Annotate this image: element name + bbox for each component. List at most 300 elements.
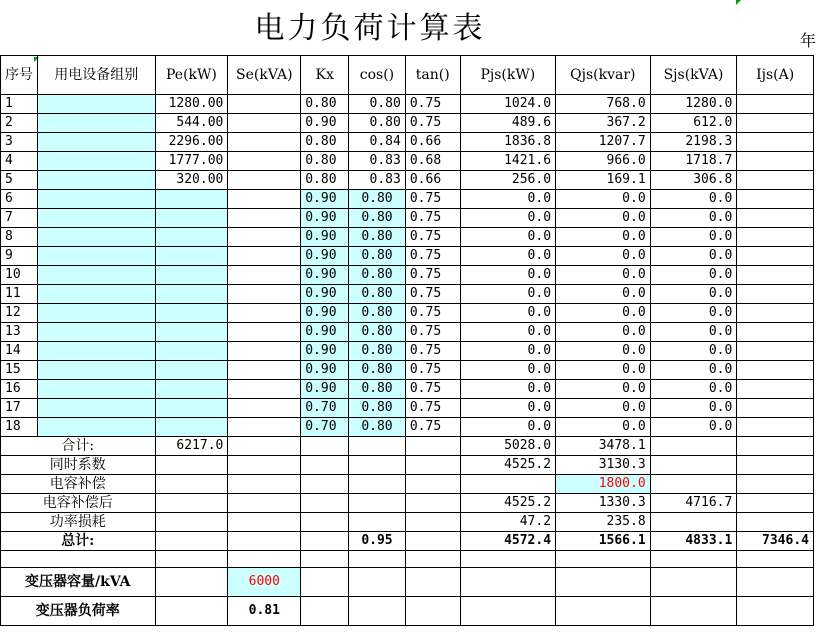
- transformer-capacity-label[interactable]: 变压器容量/kVA: [1, 568, 156, 597]
- cell[interactable]: [405, 551, 460, 568]
- cell-group[interactable]: [38, 399, 156, 418]
- cell-kx[interactable]: 0.90: [301, 114, 349, 133]
- cell-se[interactable]: [228, 152, 301, 171]
- cell-sjs[interactable]: 0.0: [650, 304, 737, 323]
- cell-qjs[interactable]: 0.0: [556, 399, 651, 418]
- cell[interactable]: [405, 456, 460, 475]
- col-header-cos[interactable]: cos(): [349, 56, 406, 95]
- cell[interactable]: [349, 568, 406, 597]
- cell-index[interactable]: 14: [1, 342, 38, 361]
- cell-pjs[interactable]: 0.0: [460, 247, 555, 266]
- cell-index[interactable]: 11: [1, 285, 38, 304]
- cell-index[interactable]: 13: [1, 323, 38, 342]
- cell-sjs[interactable]: 1280.0: [650, 95, 737, 114]
- cell[interactable]: [349, 597, 406, 626]
- cell-kx[interactable]: 0.90: [301, 323, 349, 342]
- cell-se[interactable]: [228, 171, 301, 190]
- cell-index[interactable]: 17: [1, 399, 38, 418]
- cell-qjs[interactable]: 966.0: [556, 152, 651, 171]
- cell[interactable]: [650, 513, 737, 532]
- cell-qjs[interactable]: 367.2: [556, 114, 651, 133]
- cell-index[interactable]: 6: [1, 190, 38, 209]
- capacitor-label[interactable]: 电容补偿: [1, 475, 156, 494]
- cell-cos[interactable]: 0.80: [349, 304, 406, 323]
- col-header-kx[interactable]: Kx: [301, 56, 349, 95]
- cell-sjs[interactable]: 612.0: [650, 114, 737, 133]
- cell-group[interactable]: [38, 209, 156, 228]
- cell-pjs[interactable]: 0.0: [460, 323, 555, 342]
- cell[interactable]: [737, 456, 814, 475]
- cell[interactable]: [405, 568, 460, 597]
- cell-pe[interactable]: [155, 228, 228, 247]
- cell[interactable]: [301, 513, 349, 532]
- transformer-load-rate-value[interactable]: 0.81: [228, 597, 301, 626]
- total-pjs[interactable]: 5028.0: [460, 437, 555, 456]
- cell-sjs[interactable]: 0.0: [650, 190, 737, 209]
- cell-ijs[interactable]: [737, 114, 814, 133]
- cell-pe[interactable]: [155, 380, 228, 399]
- cell[interactable]: [460, 597, 555, 626]
- cell-se[interactable]: [228, 285, 301, 304]
- cell-qjs[interactable]: 0.0: [556, 209, 651, 228]
- col-header-se[interactable]: Se(kVA): [228, 56, 301, 95]
- cell-group[interactable]: [38, 152, 156, 171]
- cell-cos[interactable]: 0.80: [349, 342, 406, 361]
- cell[interactable]: [155, 568, 228, 597]
- cell-cos[interactable]: 0.83: [349, 171, 406, 190]
- cell[interactable]: [228, 532, 301, 551]
- cell-group[interactable]: [38, 285, 156, 304]
- grand-total-cos[interactable]: 0.95: [349, 532, 406, 551]
- cell-qjs[interactable]: 0.0: [556, 323, 651, 342]
- transformer-capacity-value[interactable]: 6000: [228, 568, 301, 597]
- after-compensation-qjs[interactable]: 1330.3: [556, 494, 651, 513]
- cell-ijs[interactable]: [737, 209, 814, 228]
- cell[interactable]: [737, 494, 814, 513]
- cell-kx[interactable]: 0.90: [301, 209, 349, 228]
- cell-tan[interactable]: 0.75: [405, 418, 460, 437]
- cell-pe[interactable]: 320.00: [155, 171, 228, 190]
- cell-kx[interactable]: 0.70: [301, 399, 349, 418]
- cell-pe[interactable]: [155, 266, 228, 285]
- cell[interactable]: [155, 532, 228, 551]
- cell[interactable]: [650, 475, 737, 494]
- cell-cos[interactable]: 0.80: [349, 95, 406, 114]
- cell-tan[interactable]: 0.66: [405, 171, 460, 190]
- cell-index[interactable]: 3: [1, 133, 38, 152]
- cell[interactable]: [737, 597, 814, 626]
- cell-sjs[interactable]: 0.0: [650, 228, 737, 247]
- cell-pe[interactable]: [155, 342, 228, 361]
- cell-tan[interactable]: 0.75: [405, 361, 460, 380]
- cell-pjs[interactable]: 0.0: [460, 399, 555, 418]
- cell-kx[interactable]: 0.90: [301, 228, 349, 247]
- cell-pe[interactable]: [155, 247, 228, 266]
- cell-ijs[interactable]: [737, 266, 814, 285]
- cell-tan[interactable]: 0.75: [405, 323, 460, 342]
- cell-qjs[interactable]: 0.0: [556, 342, 651, 361]
- cell-index[interactable]: 12: [1, 304, 38, 323]
- cell[interactable]: [228, 475, 301, 494]
- cell[interactable]: [301, 568, 349, 597]
- cell-tan[interactable]: 0.75: [405, 209, 460, 228]
- cell-kx[interactable]: 0.90: [301, 247, 349, 266]
- cell-cos[interactable]: 0.80: [349, 114, 406, 133]
- cell-index[interactable]: 7: [1, 209, 38, 228]
- cell-group[interactable]: [38, 418, 156, 437]
- cell-sjs[interactable]: 0.0: [650, 342, 737, 361]
- cell-pe[interactable]: 544.00: [155, 114, 228, 133]
- cell-pe[interactable]: 1777.00: [155, 152, 228, 171]
- cell-group[interactable]: [38, 304, 156, 323]
- cell-sjs[interactable]: 0.0: [650, 247, 737, 266]
- cell-ijs[interactable]: [737, 361, 814, 380]
- cell-tan[interactable]: 0.68: [405, 152, 460, 171]
- cell-pe[interactable]: [155, 399, 228, 418]
- col-header-ijs[interactable]: Ijs(A): [737, 56, 814, 95]
- cell[interactable]: [405, 475, 460, 494]
- cell-tan[interactable]: 0.75: [405, 266, 460, 285]
- cell[interactable]: [155, 513, 228, 532]
- after-compensation-sjs[interactable]: 4716.7: [650, 494, 737, 513]
- cell-qjs[interactable]: 0.0: [556, 418, 651, 437]
- cell-group[interactable]: [38, 323, 156, 342]
- cell-cos[interactable]: 0.80: [349, 247, 406, 266]
- cell-ijs[interactable]: [737, 285, 814, 304]
- cell-sjs[interactable]: 0.0: [650, 266, 737, 285]
- cell-cos[interactable]: 0.80: [349, 361, 406, 380]
- cell[interactable]: [405, 437, 460, 456]
- cell[interactable]: [737, 437, 814, 456]
- cell-pe[interactable]: [155, 361, 228, 380]
- cell-group[interactable]: [38, 247, 156, 266]
- cell-pjs[interactable]: 256.0: [460, 171, 555, 190]
- cell[interactable]: [349, 551, 406, 568]
- col-header-pjs[interactable]: Pjs(kW): [460, 56, 555, 95]
- cell-pe[interactable]: [155, 304, 228, 323]
- cell[interactable]: [228, 551, 301, 568]
- cell-cos[interactable]: 0.80: [349, 228, 406, 247]
- cell-pe[interactable]: [155, 190, 228, 209]
- cell[interactable]: [155, 551, 228, 568]
- cell-index[interactable]: 10: [1, 266, 38, 285]
- cell-cos[interactable]: 0.80: [349, 190, 406, 209]
- cell-kx[interactable]: 0.90: [301, 342, 349, 361]
- cell-qjs[interactable]: 0.0: [556, 361, 651, 380]
- cell-qjs[interactable]: 0.0: [556, 285, 651, 304]
- cell-tan[interactable]: 0.75: [405, 285, 460, 304]
- cell-qjs[interactable]: 0.0: [556, 247, 651, 266]
- cell-sjs[interactable]: 1718.7: [650, 152, 737, 171]
- cell[interactable]: [405, 532, 460, 551]
- cell-ijs[interactable]: [737, 95, 814, 114]
- cell-index[interactable]: 1: [1, 95, 38, 114]
- table-row: [1, 95, 814, 114]
- cell[interactable]: [737, 513, 814, 532]
- cell-ijs[interactable]: [737, 342, 814, 361]
- cell[interactable]: [737, 475, 814, 494]
- cell-pe[interactable]: [155, 323, 228, 342]
- cell-group[interactable]: [38, 133, 156, 152]
- cell[interactable]: [155, 475, 228, 494]
- cell-sjs[interactable]: 0.0: [650, 418, 737, 437]
- cell-pjs[interactable]: 1024.0: [460, 95, 555, 114]
- cell-pe[interactable]: [155, 285, 228, 304]
- cell-group[interactable]: [38, 171, 156, 190]
- cell-se[interactable]: [228, 361, 301, 380]
- cell-pjs[interactable]: 0.0: [460, 342, 555, 361]
- cell-cos[interactable]: 0.83: [349, 152, 406, 171]
- cell-se[interactable]: [228, 342, 301, 361]
- cell-qjs[interactable]: 0.0: [556, 304, 651, 323]
- cell[interactable]: [650, 456, 737, 475]
- cell-kx[interactable]: 0.90: [301, 266, 349, 285]
- cell[interactable]: [405, 597, 460, 626]
- power-loss-label[interactable]: 功率损耗: [1, 513, 156, 532]
- cell-kx[interactable]: 0.80: [301, 133, 349, 152]
- cell-ijs[interactable]: [737, 247, 814, 266]
- cell-group[interactable]: [38, 380, 156, 399]
- cell[interactable]: [301, 494, 349, 513]
- power-loss-pjs[interactable]: 47.2: [460, 513, 555, 532]
- cell-tan[interactable]: 0.75: [405, 228, 460, 247]
- cell[interactable]: [349, 494, 406, 513]
- cell-kx[interactable]: 0.90: [301, 361, 349, 380]
- cell-pjs[interactable]: 0.0: [460, 190, 555, 209]
- cell[interactable]: [556, 551, 651, 568]
- cell-pjs[interactable]: 0.0: [460, 418, 555, 437]
- cell[interactable]: [228, 513, 301, 532]
- cell[interactable]: [349, 475, 406, 494]
- cell-ijs[interactable]: [737, 380, 814, 399]
- cell-ijs[interactable]: [737, 399, 814, 418]
- cell-ijs[interactable]: [737, 190, 814, 209]
- col-header-sjs[interactable]: Sjs(kVA): [650, 56, 737, 95]
- cell-se[interactable]: [228, 323, 301, 342]
- cell-ijs[interactable]: [737, 418, 814, 437]
- cell-ijs[interactable]: [737, 228, 814, 247]
- cell[interactable]: [1, 551, 156, 568]
- cell-cos[interactable]: 0.80: [349, 266, 406, 285]
- cell-sjs[interactable]: 0.0: [650, 361, 737, 380]
- col-header-group[interactable]: 用电设备组别: [38, 56, 156, 95]
- cell-index[interactable]: 18: [1, 418, 38, 437]
- cell[interactable]: [405, 513, 460, 532]
- cell-index[interactable]: 8: [1, 228, 38, 247]
- cell-ijs[interactable]: [737, 323, 814, 342]
- simultaneity-label[interactable]: 同时系数: [1, 456, 156, 475]
- cell[interactable]: [349, 456, 406, 475]
- simultaneity-pjs[interactable]: 4525.2: [460, 456, 555, 475]
- cell-tan[interactable]: 0.75: [405, 342, 460, 361]
- cell[interactable]: [301, 532, 349, 551]
- cell-sjs[interactable]: 0.0: [650, 285, 737, 304]
- cell[interactable]: [405, 494, 460, 513]
- cell[interactable]: [650, 568, 737, 597]
- cell-pjs[interactable]: 0.0: [460, 209, 555, 228]
- cell-qjs[interactable]: 1207.7: [556, 133, 651, 152]
- cell-index[interactable]: 5: [1, 171, 38, 190]
- col-header-pe[interactable]: Pe(kW): [155, 56, 228, 95]
- cell-group[interactable]: [38, 361, 156, 380]
- cell-pjs[interactable]: 489.6: [460, 114, 555, 133]
- cell-tan[interactable]: 0.66: [405, 133, 460, 152]
- cell-kx[interactable]: 0.80: [301, 152, 349, 171]
- cell-pjs[interactable]: 0.0: [460, 380, 555, 399]
- cell-kx[interactable]: 0.80: [301, 95, 349, 114]
- cell-sjs[interactable]: 0.0: [650, 380, 737, 399]
- cell[interactable]: [349, 513, 406, 532]
- cell-tan[interactable]: 0.75: [405, 190, 460, 209]
- cell-pe[interactable]: [155, 209, 228, 228]
- cell-pe[interactable]: [155, 418, 228, 437]
- cell[interactable]: [556, 597, 651, 626]
- cell[interactable]: [301, 475, 349, 494]
- cell-se[interactable]: [228, 247, 301, 266]
- cell-se[interactable]: [228, 228, 301, 247]
- cell-index[interactable]: 15: [1, 361, 38, 380]
- power-loss-qjs[interactable]: 235.8: [556, 513, 651, 532]
- after-compensation-pjs[interactable]: 4525.2: [460, 494, 555, 513]
- cell-tan[interactable]: 0.75: [405, 380, 460, 399]
- cell-group[interactable]: [38, 95, 156, 114]
- cell-kx[interactable]: 0.90: [301, 285, 349, 304]
- cell-se[interactable]: [228, 133, 301, 152]
- cell-cos[interactable]: 0.80: [349, 323, 406, 342]
- cell-se[interactable]: [228, 304, 301, 323]
- cell[interactable]: [301, 437, 349, 456]
- cell-se[interactable]: [228, 418, 301, 437]
- cell-sjs[interactable]: 2198.3: [650, 133, 737, 152]
- cell[interactable]: [737, 568, 814, 597]
- cell-pjs[interactable]: 1421.6: [460, 152, 555, 171]
- cell-se[interactable]: [228, 209, 301, 228]
- cell-cos[interactable]: 0.84: [349, 133, 406, 152]
- cell-sjs[interactable]: 0.0: [650, 399, 737, 418]
- cell-group[interactable]: [38, 114, 156, 133]
- grand-total-ijs[interactable]: 7346.4: [737, 532, 814, 551]
- cell-se[interactable]: [228, 114, 301, 133]
- cell-qjs[interactable]: 0.0: [556, 228, 651, 247]
- simultaneity-qjs[interactable]: 3130.3: [556, 456, 651, 475]
- cell-qjs[interactable]: 768.0: [556, 95, 651, 114]
- cell-pe[interactable]: 1280.00: [155, 95, 228, 114]
- cell-se[interactable]: [228, 266, 301, 285]
- col-header-tan[interactable]: tan(): [405, 56, 460, 95]
- cell-pjs[interactable]: 0.0: [460, 228, 555, 247]
- cell[interactable]: [301, 456, 349, 475]
- transformer-load-rate-label[interactable]: 变压器负荷率: [1, 597, 156, 626]
- cell-tan[interactable]: 0.75: [405, 304, 460, 323]
- cell-cos[interactable]: 0.80: [349, 399, 406, 418]
- cell-cos[interactable]: 0.80: [349, 418, 406, 437]
- cell-ijs[interactable]: [737, 133, 814, 152]
- cell-ijs[interactable]: [737, 304, 814, 323]
- cell-kx[interactable]: 0.90: [301, 304, 349, 323]
- cell[interactable]: [301, 597, 349, 626]
- cell-pe[interactable]: 2296.00: [155, 133, 228, 152]
- total-pe[interactable]: 6217.0: [155, 437, 228, 456]
- cell-kx[interactable]: 0.90: [301, 380, 349, 399]
- cell-pjs[interactable]: 0.0: [460, 266, 555, 285]
- cell-pjs[interactable]: 1836.8: [460, 133, 555, 152]
- cell[interactable]: [155, 456, 228, 475]
- cell-pjs[interactable]: 0.0: [460, 361, 555, 380]
- cell-pjs[interactable]: 0.0: [460, 285, 555, 304]
- cell-index[interactable]: 16: [1, 380, 38, 399]
- cell[interactable]: [460, 475, 555, 494]
- total-label[interactable]: 合计:: [1, 437, 156, 456]
- cell[interactable]: [155, 597, 228, 626]
- cell-qjs[interactable]: 0.0: [556, 380, 651, 399]
- cell-pjs[interactable]: 0.0: [460, 304, 555, 323]
- cell-kx[interactable]: 0.70: [301, 418, 349, 437]
- cell[interactable]: [228, 456, 301, 475]
- cell-sjs[interactable]: 306.8: [650, 171, 737, 190]
- cell-group[interactable]: [38, 342, 156, 361]
- cell[interactable]: [650, 597, 737, 626]
- grand-total-sjs[interactable]: 4833.1: [650, 532, 737, 551]
- cell[interactable]: [155, 494, 228, 513]
- grand-total-pjs[interactable]: 4572.4: [460, 532, 555, 551]
- cell[interactable]: [650, 437, 737, 456]
- cell-kx[interactable]: 0.80: [301, 171, 349, 190]
- total-qjs[interactable]: 3478.1: [556, 437, 651, 456]
- cell-cos[interactable]: 0.80: [349, 380, 406, 399]
- cell-group[interactable]: [38, 266, 156, 285]
- cell-qjs[interactable]: 0.0: [556, 266, 651, 285]
- cell-cos[interactable]: 0.80: [349, 209, 406, 228]
- cell-index[interactable]: 9: [1, 247, 38, 266]
- cell-ijs[interactable]: [737, 171, 814, 190]
- cell[interactable]: [349, 437, 406, 456]
- cell-tan[interactable]: 0.75: [405, 114, 460, 133]
- cell[interactable]: [460, 568, 555, 597]
- cell[interactable]: [301, 551, 349, 568]
- grand-total-qjs[interactable]: 1566.1: [556, 532, 651, 551]
- cell-qjs[interactable]: 0.0: [556, 190, 651, 209]
- cell-se[interactable]: [228, 380, 301, 399]
- after-compensation-label[interactable]: 电容补偿后: [1, 494, 156, 513]
- col-header-index[interactable]: 序号: [1, 56, 38, 95]
- cell[interactable]: [228, 494, 301, 513]
- col-header-qjs[interactable]: Qjs(kvar): [556, 56, 651, 95]
- cell-qjs[interactable]: 169.1: [556, 171, 651, 190]
- cell[interactable]: [460, 551, 555, 568]
- cell-ijs[interactable]: [737, 152, 814, 171]
- capacitor-qjs[interactable]: 1800.0: [556, 475, 651, 494]
- cell[interactable]: [650, 551, 737, 568]
- cell-cos[interactable]: 0.80: [349, 285, 406, 304]
- cell-group[interactable]: [38, 228, 156, 247]
- cell-kx[interactable]: 0.90: [301, 190, 349, 209]
- cell-se[interactable]: [228, 95, 301, 114]
- cell-tan[interactable]: 0.75: [405, 95, 460, 114]
- cell-sjs[interactable]: 0.0: [650, 323, 737, 342]
- cell-sjs[interactable]: 0.0: [650, 209, 737, 228]
- cell-se[interactable]: [228, 399, 301, 418]
- cell-group[interactable]: [38, 190, 156, 209]
- cell[interactable]: [556, 568, 651, 597]
- cell-index[interactable]: 2: [1, 114, 38, 133]
- cell-se[interactable]: [228, 190, 301, 209]
- grand-total-label[interactable]: 总计:: [1, 532, 156, 551]
- cell-tan[interactable]: 0.75: [405, 247, 460, 266]
- cell[interactable]: [228, 437, 301, 456]
- cell[interactable]: [737, 551, 814, 568]
- cell-tan[interactable]: 0.75: [405, 399, 460, 418]
- cell-index[interactable]: 4: [1, 152, 38, 171]
